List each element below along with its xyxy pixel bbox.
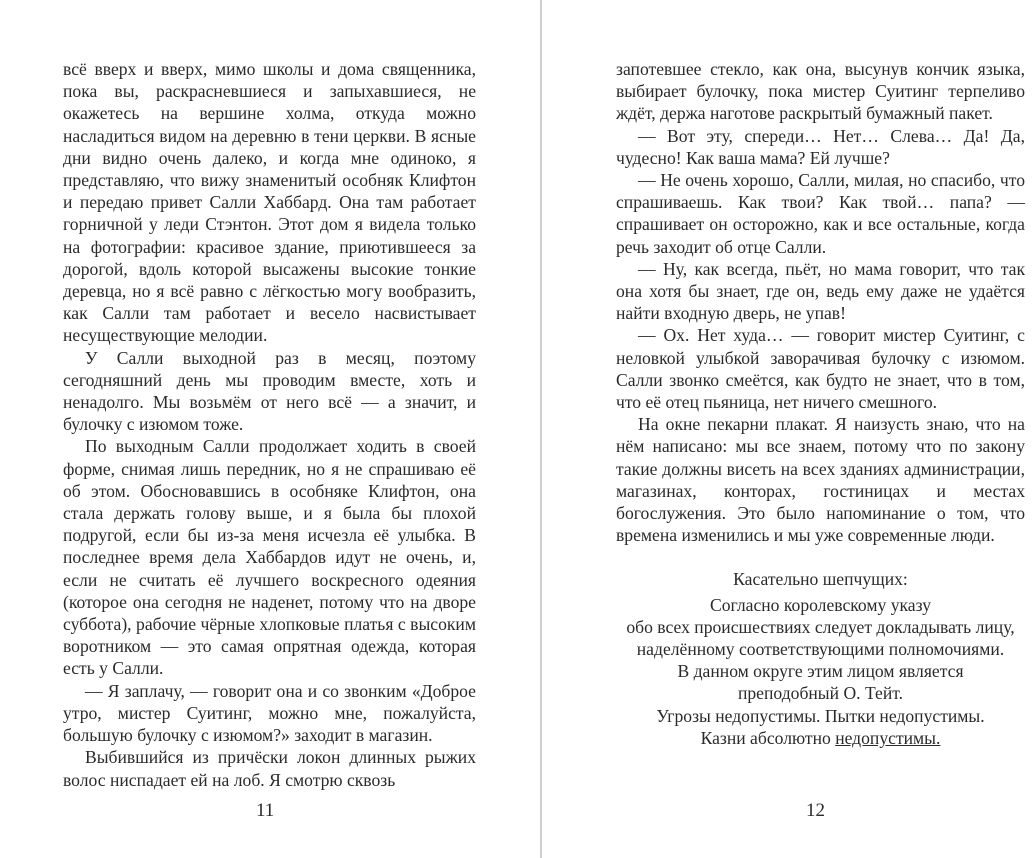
paragraph: — Я заплачу, — говорит она и со звонким «Доброе утро, мистер Суитинг, можно мне, пожалуйста, большую булочку с изюмом?» заходит в магазин. <box>63 680 476 746</box>
paragraph: У Салли выходной раз в месяц, поэтому сегодняшний день мы проводим вместе, хоть и ненадолго. Мы возьмём от него всё — а значит, и булочку с изюмом тоже. <box>63 347 476 435</box>
notice-title: Касательно шепчущих: <box>733 569 908 590</box>
paragraph: — Вот эту, спереди… Нет… Слева… Да! Да, чудесно! Как ваша мама? Ей лучше? <box>616 125 1025 168</box>
poster-notice <box>616 568 1025 749</box>
page-number-right: 12 <box>806 800 825 821</box>
paragraph: — Не очень хорошо, Салли, милая, но спасибо, что спрашиваешь. Как твои? Как твой… папа? — спрашивает он осторожно, как и все остальные, когда речь заходит об отце Салли. <box>616 170 1025 257</box>
paragraph: Выбившийся из причёски локон длинных рыжих волос ниспадает ей на лоб. Я смотрю сквозь <box>63 747 476 790</box>
paragraph: — Ну, как всегда, пьёт, но мама говорит, что так она хотя бы знает, где он, ведь ему даже не удаётся найти входную дверь, не упав! <box>616 258 1025 324</box>
right-page <box>542 0 1032 858</box>
paragraph: запотевшее стекло, как она, высунув кончик языка, выбирает булочку, пока мистер Суитинг терпеливо ждёт, держа наготове раскрытый бумажный пакет. <box>616 59 1025 124</box>
right-page-text <box>616 58 1025 749</box>
paragraph: всё вверх и вверх, мимо школы и дома священника, пока вы, раскрасневшиеся и запыхавшиеся, не окажетесь на вершине холма, откуда можно насладиться видом на деревню в тени церкви. В ясные дни видно очень далеко, и когда мне одиноко, я представляю, что вижу знаменитый особняк Клифтон и передаю привет Салли Хаббард. Она там работает горничной у леди Стэнтон. Этот дом я видела только на фотографии: красивое здание, приютившееся за дорогой, вдоль которой высажены высокие тонкие деревца, но я всё равно с лёгкостью могу вообразить, как Салли там работает и весело насвистывает несуществующие мелодии. <box>63 59 476 346</box>
notice-line: Согласно королевскому указу <box>710 594 931 615</box>
notice-line: В данном округе этим лицом является <box>677 661 964 682</box>
notice-last-line-prefix: Казни абсолютно <box>700 727 836 748</box>
page-number-left: 11 <box>256 800 275 821</box>
notice-underlined-word: недопустимы. <box>835 727 941 748</box>
paragraph: По выходным Салли продолжает ходить в своей форме, снимая лишь передник, но я не спрашиваю её об этом. Обосновавшись в особняке Клифтон, она стала держать голову выше, и я была бы плохой подругой, если бы из-за меня исчезла её улыбка. В последнее время дела Хаббардов идут не очень, и, если не считать её лучшего воскресного одеяния (которое она сегодня не наденет, потому что на дворе суббота), рабочие чёрные хлопковые платья с высоким воротником — это самая опрятная одежда, которая есть у Салли. <box>63 436 476 679</box>
notice-last-line <box>616 727 1025 749</box>
notice-line: Угрозы недопустимы. Пытки недопустимы. <box>656 705 985 726</box>
left-page-text <box>63 58 476 791</box>
notice-line: наделённому соответствующими полномочиями. <box>636 639 1005 660</box>
paragraph: — Ох. Нет худа… — говорит мистер Суитинг, с неловкой улыбкой заворачивая булочку с изюмом. Салли звонко смеётся, как будто не знает, что в том, что её отец пьяница, нет ничего смешного. <box>616 325 1025 413</box>
notice-line: преподобный О. Тейт. <box>737 683 904 704</box>
notice-line: обо всех происшествиях следует докладывать лицу, <box>626 616 1015 637</box>
paragraph: На окне пекарни плакат. Я наизусть знаю, что на нём написано: мы все знаем, потому что по закону такие должны висеть на всех зданиях администрации, магазинах, конторах, гостиницах и местах богослужения. Это было напоминание о том, что времена изменились и мы уже современные люди. <box>616 414 1025 546</box>
